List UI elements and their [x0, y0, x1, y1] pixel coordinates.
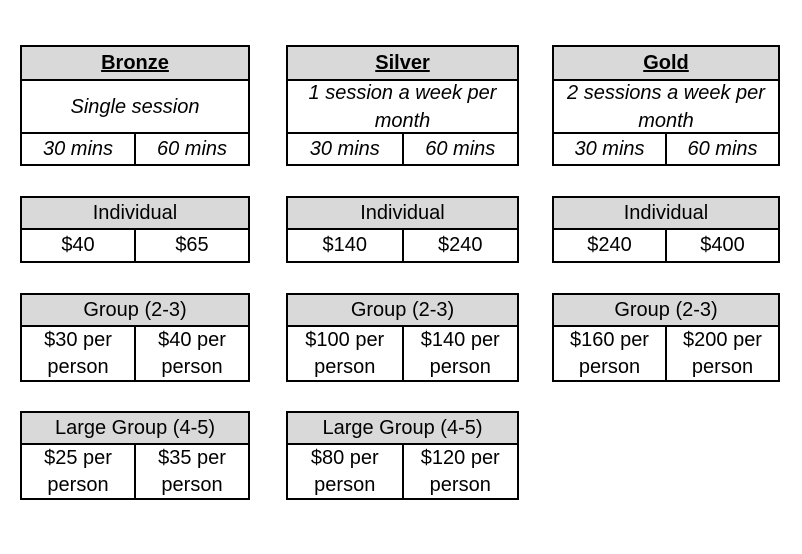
gold-tier-box — [552, 45, 780, 166]
price-row — [554, 327, 778, 381]
tier-description: Single session — [22, 81, 248, 134]
price-cell: $80 per person — [310, 447, 379, 496]
price-cell: $65 — [134, 230, 248, 261]
price-row — [554, 230, 778, 261]
duration-cell: 60 mins — [402, 134, 518, 164]
group-price-box — [20, 293, 250, 382]
price-cell: $400 — [665, 230, 778, 261]
tier-name: Silver — [288, 47, 517, 81]
tier-description: 1 session a week per month — [288, 81, 517, 134]
group-price-box — [286, 293, 519, 382]
price-category-label: Individual — [288, 198, 517, 230]
price-category-label: Large Group (4-5) — [22, 413, 248, 445]
price-category-label: Group (2-3) — [22, 295, 248, 327]
price-cell: $240 — [402, 230, 518, 261]
price-cell: $100 per person — [305, 329, 385, 378]
duration-cell: 60 mins — [134, 134, 248, 164]
price-row — [288, 327, 517, 381]
tier-description: 2 sessions a week per month — [554, 81, 778, 134]
individual-price-box — [286, 196, 519, 263]
price-cell: $40 — [61, 234, 95, 256]
duration-row — [554, 134, 778, 164]
price-cell: $240 — [587, 234, 632, 256]
price-row — [288, 445, 517, 499]
individual-price-box — [20, 196, 250, 263]
price-category-label: Individual — [554, 198, 778, 230]
price-cell: $140 per person — [402, 327, 518, 381]
duration-cell: 30 mins — [309, 137, 380, 160]
price-cell: $140 — [322, 234, 367, 256]
large-group-price-box — [20, 411, 250, 500]
price-category-label: Individual — [22, 198, 248, 230]
price-category-label: Group (2-3) — [554, 295, 778, 327]
duration-row — [288, 134, 517, 164]
price-cell: $200 per person — [665, 327, 778, 381]
large-group-price-box — [286, 411, 519, 500]
individual-price-box — [552, 196, 780, 263]
price-row — [22, 445, 248, 499]
duration-row — [22, 134, 248, 164]
price-cell: $120 per person — [402, 445, 518, 499]
price-cell: $40 per person — [134, 327, 248, 381]
duration-cell: 60 mins — [665, 134, 778, 164]
price-category-label: Group (2-3) — [288, 295, 517, 327]
silver-tier-box — [286, 45, 519, 166]
tier-name: Bronze — [22, 47, 248, 81]
tier-name: Gold — [554, 47, 778, 81]
price-cell: $30 per person — [44, 329, 112, 378]
price-row — [288, 230, 517, 261]
price-cell: $160 per person — [570, 329, 649, 378]
duration-cell: 30 mins — [42, 137, 114, 160]
price-category-label: Large Group (4-5) — [288, 413, 517, 445]
price-row — [22, 327, 248, 381]
price-row — [22, 230, 248, 261]
bronze-tier-box — [20, 45, 250, 166]
group-price-box — [552, 293, 780, 382]
duration-cell: 30 mins — [574, 137, 645, 160]
price-cell: $35 per person — [134, 445, 248, 499]
price-cell: $25 per person — [44, 447, 112, 496]
